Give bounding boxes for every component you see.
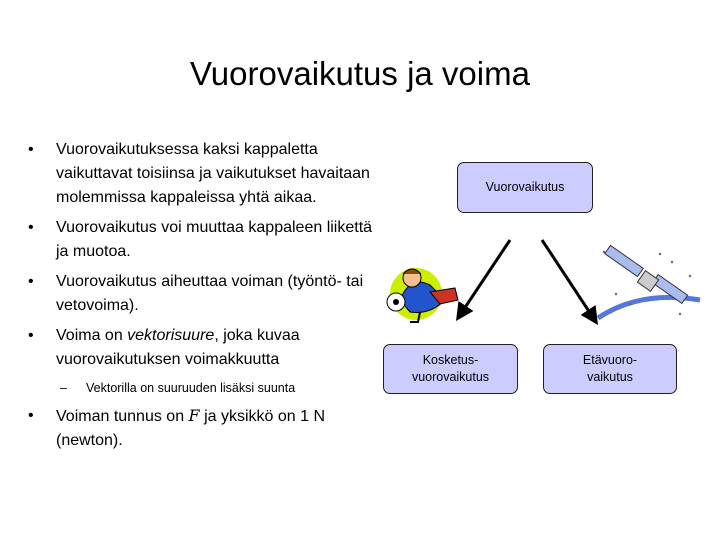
contact-interaction-box [383,344,518,394]
arrow-to-distance [542,240,596,322]
soccer-player-icon [387,268,458,322]
bullet-marker: • [28,219,34,236]
bullet-text: Vuorovaikutus voi muuttaa kappaleen liikettä ja muotoa. [56,219,373,260]
bullet-text: Vuorovaikutuksessa kaksi kappaletta vaikuttavat toisiinsa ja vaikutukset havaitaan molemmissa kappaleissa yhtä aikaa. [56,141,370,206]
bullet-text-end: , joka kuvaa vuorovaikutuksen voimakkuutta [56,327,300,368]
interaction-label: Vuorovaikutus [485,180,565,194]
interaction-box [457,162,593,213]
bullet-text-end: ja yksikkö on 1 N (newton). [56,408,326,449]
contact-label-line2: vuorovaikutus [411,370,490,384]
bullet-marker: • [28,273,34,290]
sub-bullet-text: Vektorilla on suuruuden lisäksi suunta [86,381,296,395]
bullet-marker: • [28,141,34,158]
satellite-icon [598,245,700,318]
bullet-text-start: Voiman tunnus on [56,408,189,425]
distance-interaction-box [543,344,677,394]
arrow-to-contact [458,240,510,318]
page-title: Vuorovaikutus ja voima [190,55,530,92]
sub-bullet-marker: – [60,381,67,395]
bullet-text-start: Voima on [56,327,128,344]
force-symbol: F [188,406,200,425]
bullet-marker: • [28,407,34,424]
bullet-marker: • [28,327,34,344]
emphasized-term: vektorisuure [127,327,215,344]
distance-label-line2: vaikutus [587,370,633,384]
distance-label-line1: Etävuoro- [582,353,638,367]
bullet-text: Vuorovaikutus aiheuttaa voiman (työntö- tai vetovoima). [56,273,364,314]
contact-label-line1: Kosketus- [422,353,479,367]
